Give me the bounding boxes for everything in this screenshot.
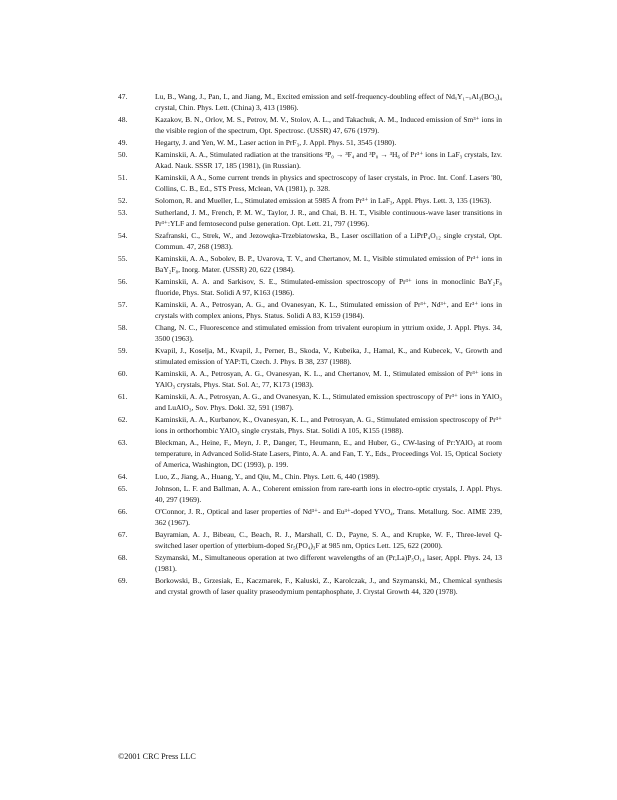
reference-item: [118, 195, 502, 206]
reference-number: 68.: [118, 552, 128, 562]
reference-item: [118, 276, 502, 298]
reference-item: [118, 230, 502, 252]
reference-number: 58.: [118, 322, 128, 332]
reference-item: [118, 299, 502, 321]
reference-number: 69.: [118, 575, 128, 585]
reference-text: Luo, Z., Jiang, A., Huang, Y., and Qiu, M., Chin. Phys. Lett. 6, 440 (1989).: [155, 471, 380, 481]
reference-number: 64.: [118, 471, 128, 481]
reference-item: [118, 414, 502, 436]
reference-text: Kaminskii, A. A., Kurbanov, K., Ovanesyan, K. L., and Petrosyan, A. G., Stimulated emission spectroscopy of Pr³⁺ ions in orthorhombic YAlO₃ single crystals, Phys. Stat. Solidi A 105, K155 (1988).: [155, 414, 502, 435]
reference-text: Kaminskii, A. A., Stimulated radiation at the transitions ³P₀ → ³F₄ and ³P₀ → ³H₆ of Pr³⁺ ions in LaF₃ crystals, Izv. Akad. Nauk. SSSR 17, 185 (1981), (in Russian).: [155, 149, 502, 170]
reference-item: [118, 172, 502, 194]
reference-item: [118, 137, 502, 148]
reference-text: Hegarty, J. and Yen, W. M., Laser action in PrF₃, J. Appl. Phys. 51, 3545 (1980).: [155, 138, 397, 147]
reference-text: Bayramian, A. J., Bibeau, C., Beach, R. J., Marshall, C. D., Payne, S. A., and Krupke, W. F., Three-level Q-switched laser opertion of ytterbium-doped Sr₅(PO₄)₃F at 985 nm, Optics Lett. 125, 622 (2000).: [155, 529, 502, 550]
reference-number: 48.: [118, 115, 128, 124]
reference-number: 53.: [118, 207, 128, 217]
reference-text: Kaminskii, A. A., Sobolev, B. P., Uvarova, T. V., and Chertanov, M. I., Visible stimulated emission of Pr³⁺ ions in BaY₂F₈, Inorg. Mater. (USSR) 20, 622 (1984).: [155, 253, 502, 274]
reference-text: Chang, N. C., Fluorescence and stimulated emission from trivalent europium in yttrium oxide, J. Appl. Phys. 34, 3500 (1963).: [155, 322, 502, 343]
reference-text: Borkowski, B., Grzesiak, E., Kaczmarek, F., Kaluski, Z., Karolczak, J., and Szymanski, M., Chemical synthesis and crystal growth of laser quality praseodymium pentaphosphate, J. Crystal Growth 44, 320 (1978).: [155, 575, 502, 596]
reference-item: [118, 149, 502, 171]
reference-number: 51.: [118, 172, 128, 182]
reference-item: [118, 471, 502, 482]
reference-number: 67.: [118, 529, 128, 539]
reference-item: [118, 437, 502, 471]
reference-text: Johnson, L. F. and Ballman, A. A., Coherent emission from rare-earth ions in electro-optic crystals, J. Appl. Phys. 40, 297 (1969).: [155, 483, 502, 504]
reference-number: 65.: [118, 483, 128, 493]
reference-item: [118, 253, 502, 275]
reference-text: Lu, B., Wang, J., Pan, I., and Jiang, M., Excited emission and self-frequency-doubling effect of NdₓY₁₋ₓAl₃(BO₃)₄ crystal, Chin. Phys. Lett. (China) 3, 413 (1986).: [155, 92, 502, 113]
reference-text: Szymanski, M., Simultaneous operation at two different wavelengths of an (Pr,La)P₅O₁₄ laser, Appl. Phys. 24, 13 (1981).: [155, 552, 502, 573]
reference-item: [118, 575, 502, 597]
reference-item: [118, 552, 502, 574]
reference-text: Kaminskii, A. A., Petrosyan, A. G., and Ovanesyan, K. L., Stimulated emission of Pr³⁺, Nd³⁺, and Er³⁺ ions in crystals with complex anions, Phys. Status. Solidi A 83, K159 (1984).: [155, 299, 502, 320]
reference-text: Solomon, R. and Mueller, L., Stimulated emission at 5985 Å from Pr³⁺ in LaF₃, Appl. Phys. Lett. 3, 135 (1963).: [155, 195, 492, 205]
reference-text: Kaminskii, A. A. and Sarkisov, S. E., Stimulated-emission spectroscopy of Pr³⁺ ions in monoclinic BaY₂F₈ fluoride, Phys. Stat. Solidi A 97, K163 (1986).: [155, 276, 502, 297]
reference-number: 66.: [118, 506, 128, 516]
reference-text: O'Connor, J. R., Optical and laser properties of Nd³⁺- and Eu³⁺-doped YVO₄, Trans. Metallurg. Soc. AIME 239, 362 (1967).: [155, 506, 502, 527]
reference-number: 62.: [118, 414, 128, 424]
reference-number: 63.: [118, 437, 128, 447]
reference-number: 52.: [118, 195, 128, 205]
reference-number: 55.: [118, 253, 128, 263]
reference-text: Kaminskii, A A., Some current trends in physics and spectroscopy of laser crystals, in Proc. Int. Conf. Lasers '80, Collins, C. B., Ed., STS Press, Mclean, VA (1981), p. 328.: [155, 172, 502, 193]
reference-item: [118, 529, 502, 551]
reference-item: [118, 368, 502, 390]
reference-item: [118, 483, 502, 505]
reference-item: [118, 114, 502, 136]
copyright-footer: ©2001 CRC Press LLC: [118, 752, 196, 761]
reference-number: 50.: [118, 149, 128, 159]
reference-text: Szafranski, C., Strek, W., and Jezowqka-Trzebiatowska, B., Laser oscillation of a LiPrP₄O₁₂ single crystal, Opt. Commun. 47, 268 (1983).: [155, 230, 502, 251]
reference-number: 59.: [118, 345, 128, 355]
reference-number: 61.: [118, 391, 128, 401]
reference-number: 54.: [118, 230, 128, 240]
reference-text: Kazakov, B. N., Orlov, M. S., Petrov, M. V., Stolov, A. L., and Takachuk, A. M., Induced emission of Sm³⁺ ions in the visible region of the spectrum, Opt. Spectrosc. (USSR) 47, 676 (1979).: [155, 115, 502, 136]
reference-item: [118, 322, 502, 344]
reference-text: Kaminskii, A. A., Petrosyan, A. G., and Ovanesyan, K. L., Stimulated emission spectroscopy of Pr³⁺ ions in YAlO₃ and LuAlO₃, Sov. Phys. Dokl. 32, 591 (1987).: [155, 391, 502, 412]
reference-text: Kvapil, J., Koselja, M., Kvapil, J., Perner, B., Skoda, V., Kubeika, J., Hamal, K., and Kubecek, V., Growth and stimulated emission of YAP:Ti, Czech. J. Phys. B 38, 237 (1988).: [155, 345, 502, 366]
reference-text: Bleckman, A., Heine, F., Meyn, J. P., Danger, T., Heumann, E., and Huber, G., CW-lasing of Pr:YAlO₃ at room temperature, in Advanced Solid-State Lasers, Pinto, A. A. and Fan, T. Y., Eds., Proceedings Vol. 15, Optical Society of America, Washington, DC (1993), p. 199.: [155, 437, 502, 469]
reference-item: [118, 506, 502, 528]
reference-number: 47.: [118, 92, 128, 101]
reference-number: 49.: [118, 138, 128, 147]
reference-number: 56.: [118, 276, 128, 286]
reference-text: Sutherland, J. M., French, P. M. W., Taylor, J. R., and Chai, B. H. T., Visible continuous-wave laser transitions in Pr³⁺:YLF and femtosecond pulse generation. Opt. Lett. 21, 797 (1996).: [155, 207, 502, 228]
reference-number: 60.: [118, 368, 128, 378]
reference-item: [118, 391, 502, 413]
reference-item: [118, 345, 502, 367]
reference-number: 57.: [118, 299, 128, 309]
reference-item: [118, 91, 502, 113]
reference-list: [118, 91, 502, 598]
reference-text: Kaminskii, A. A., Petrosyan, A. G., Ovanesyan, K. L., and Chertanov, M. I., Stimulated emission of Pr³⁺ ions in YAlO₃ crystals, Phys. Stat. Sol. A:, 77, K173 (1983).: [155, 368, 502, 389]
reference-item: [118, 207, 502, 229]
